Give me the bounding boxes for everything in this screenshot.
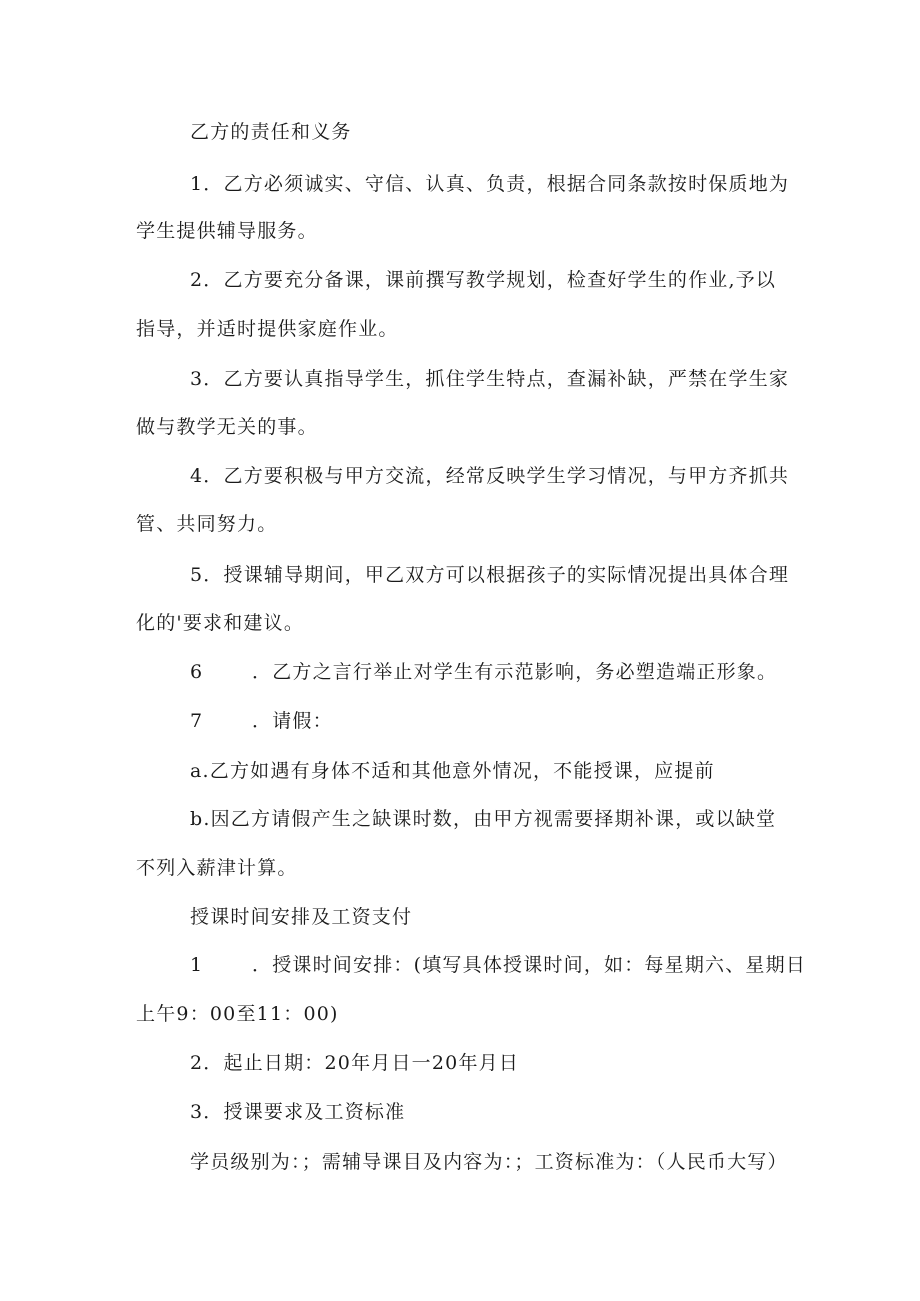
clause-7 [190, 709, 333, 733]
schedule-item-2: 2．起止日期：20年月日一20年月日 [190, 1052, 520, 1074]
clause-5-line-2: 化的'要求和建议。 [136, 612, 305, 634]
clause-4-line-1: 4．乙方要积极与甲方交流，经常反映学生学习情况，与甲方齐抓共 [190, 465, 790, 487]
schedule-item-3: 3．授课要求及工资标准 [190, 1101, 406, 1123]
clause-5-line-1: 5．授课辅导期间，甲乙双方可以根据孩子的实际情况提出具体合理 [190, 564, 790, 586]
schedule-item-1-text: ．授课时间安排：(填写具体授课时间，如：每星期六、星期日 [252, 954, 807, 976]
leave-rule-b-line-1: b.因乙方请假产生之缺课时数，由甲方视需要择期补课，或以缺堂 [190, 808, 777, 830]
section-title-responsibilities: 乙方的责任和义务 [190, 121, 352, 143]
clause-7-number: 7 [190, 710, 204, 732]
schedule-item-1-line-1 [190, 953, 806, 977]
leave-rule-b-line-2: 不列入薪津计算。 [136, 857, 298, 879]
clause-4-line-2: 管、共同努力。 [136, 513, 278, 535]
clause-2-line-2: 指导，并适时提供家庭作业。 [136, 318, 399, 340]
clause-1-line-2: 学生提供辅导服务。 [136, 220, 318, 242]
leave-rule-a: a.乙方如遇有身体不适和其他意外情况，不能授课，应提前 [190, 760, 715, 782]
clause-3-line-2: 做与教学无关的事。 [136, 416, 318, 438]
clause-6 [190, 660, 777, 684]
clause-6-text: ．乙方之言行举止对学生有示范影响，务必塑造端正形象。 [252, 661, 778, 683]
clause-2-line-1: 2．乙方要充分备课，课前撰写教学规划，检查好学生的作业,予以 [190, 269, 777, 291]
clause-3-line-1: 3．乙方要认真指导学生，抓住学生特点，查漏补缺，严禁在学生家 [190, 368, 790, 390]
schedule-item-1-line-2: 上午9：00至11：00) [136, 1003, 339, 1025]
clause-6-number: 6 [190, 661, 204, 683]
clause-7-text: ．请假： [252, 710, 333, 732]
schedule-item-4: 学员级别为：；需辅导课目及内容为：；工资标准为：（人民币大写） [190, 1151, 788, 1173]
schedule-item-1-number: 1 [190, 954, 204, 976]
clause-1-line-1: 1．乙方必须诚实、守信、认真、负责，根据合同条款按时保质地为 [190, 173, 790, 195]
section-title-schedule-pay: 授课时间安排及工资支付 [190, 906, 413, 928]
